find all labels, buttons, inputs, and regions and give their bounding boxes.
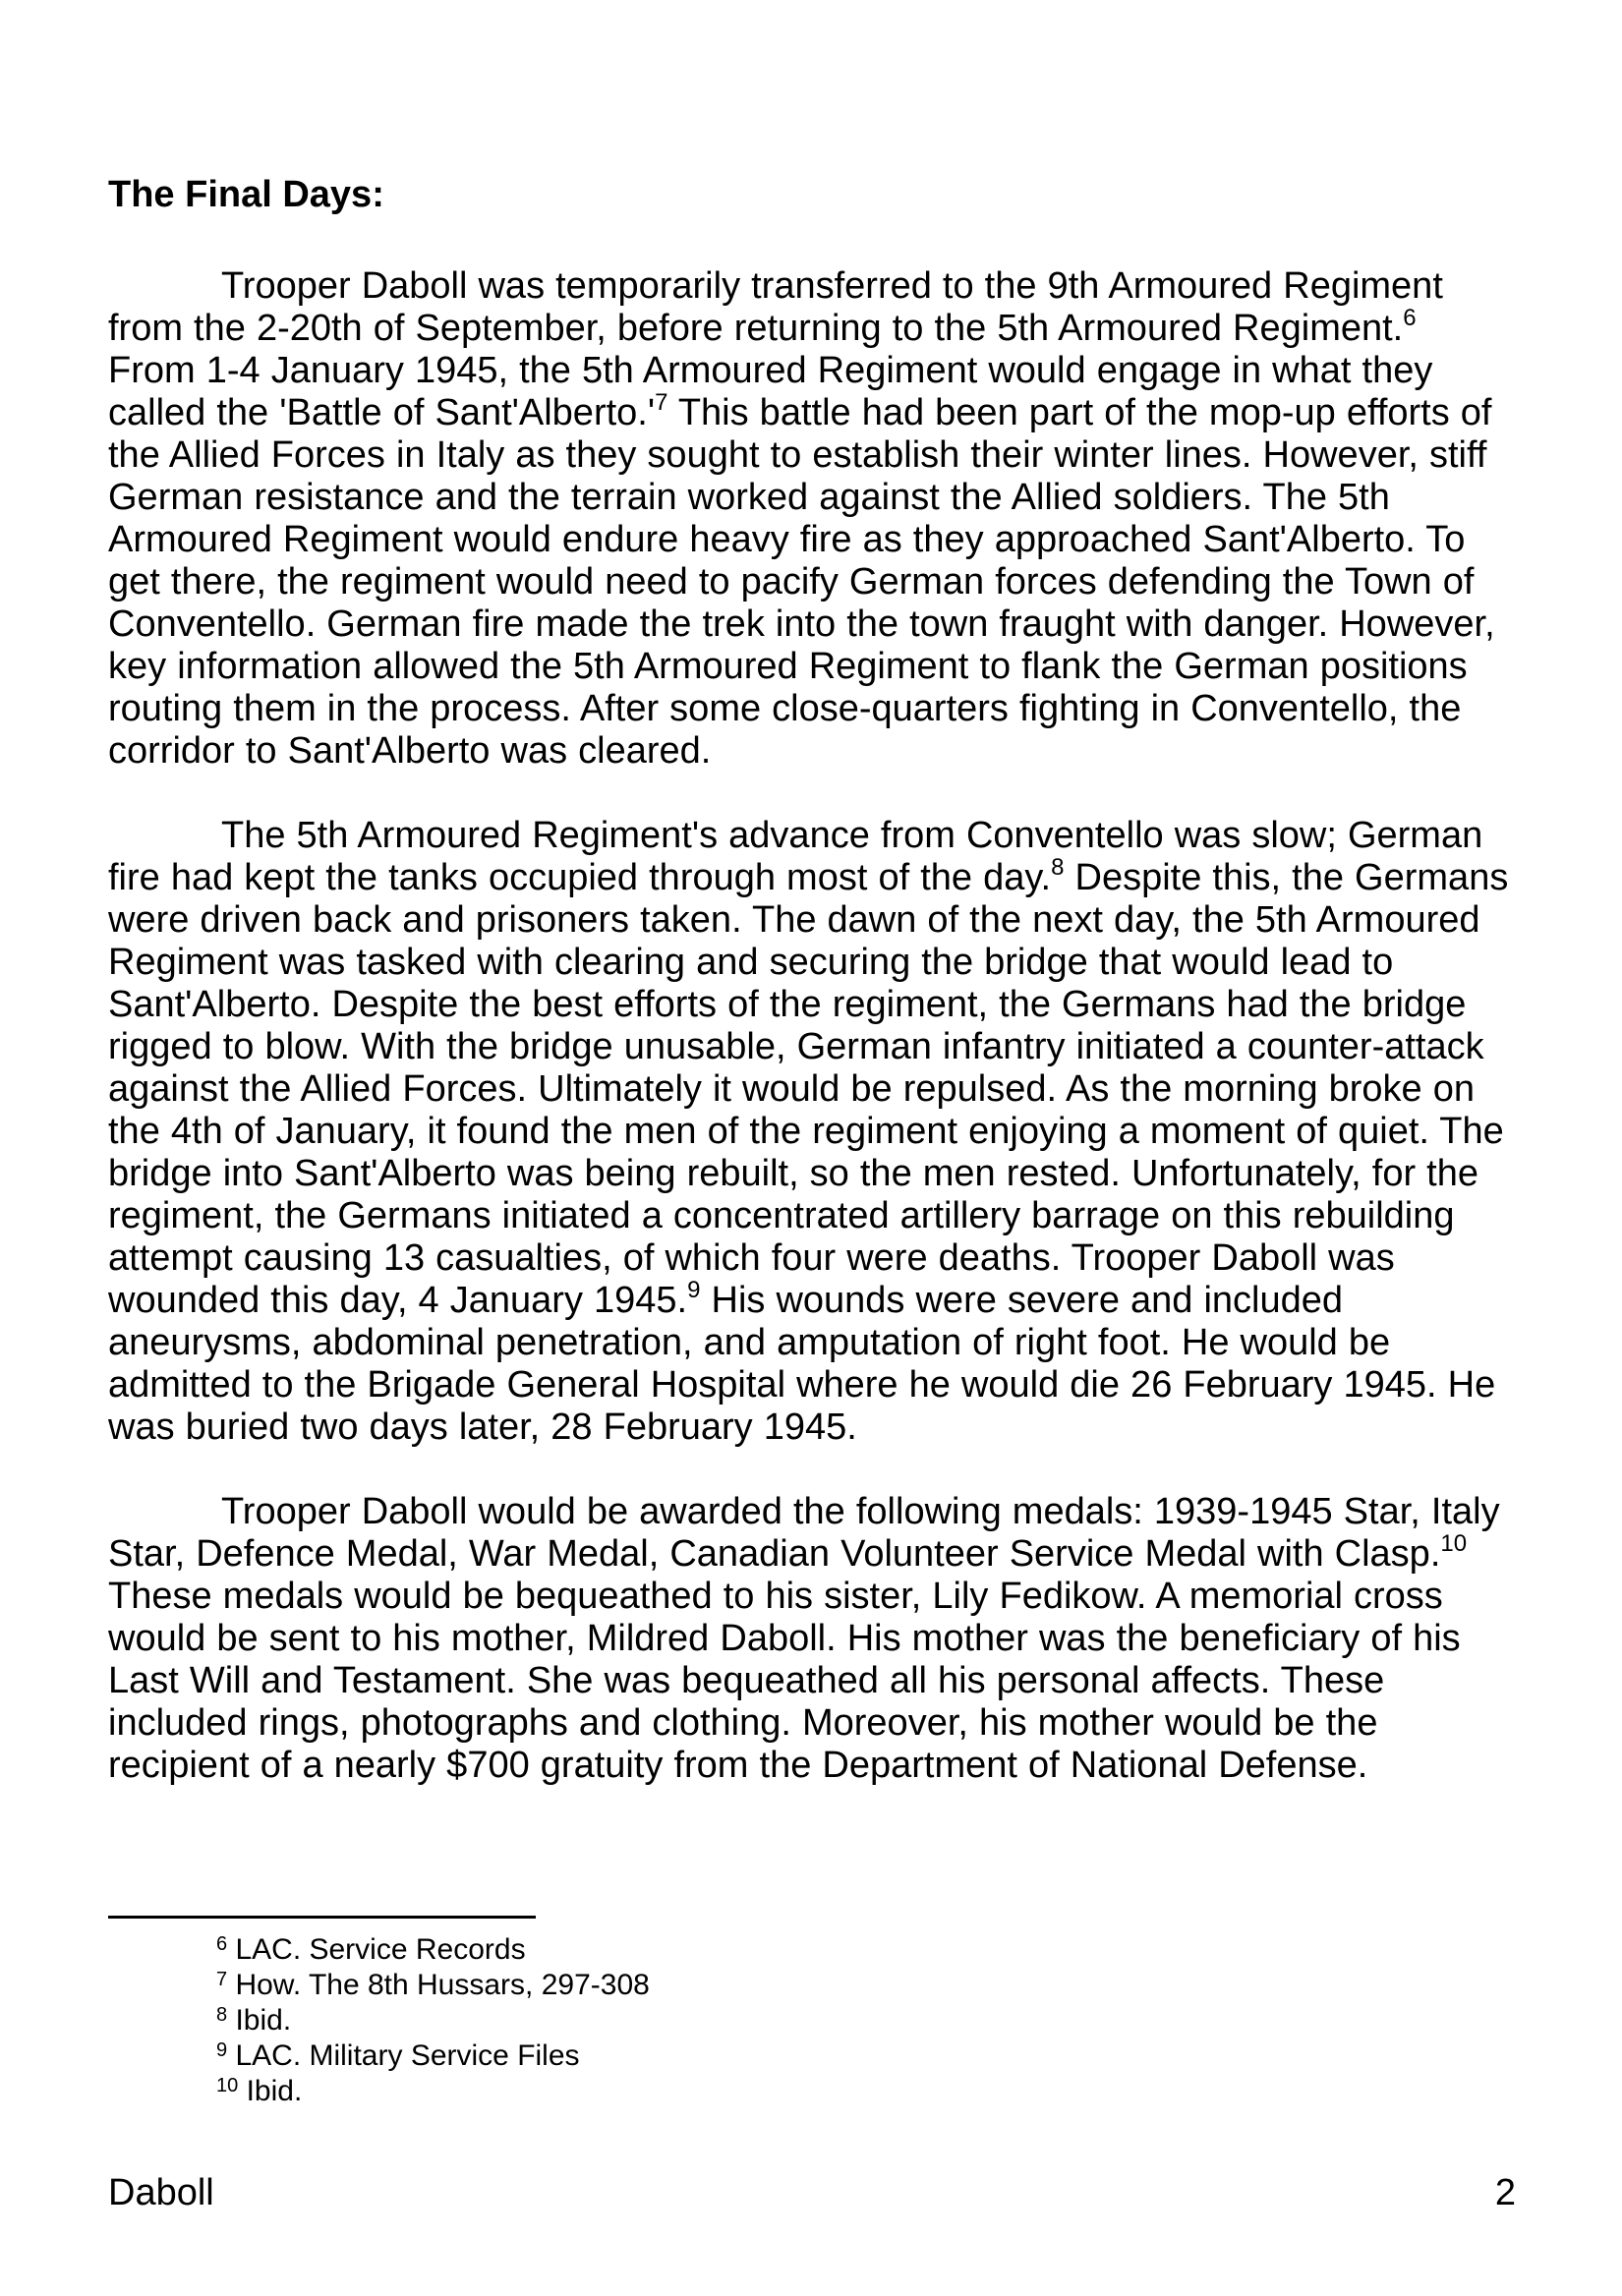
body-paragraph: Trooper Daboll was temporarily transferred to the 9th Armoured Regiment from the 2-20th of September, before returning to the 5th Armoured Regiment.$^6$ From 1-4 January 1945, the 5th Armoured Regiment would engage in what they called the 'Battle of Sant'Alberto.'$^7$ This battle had been part of the mop-up efforts of the Allied Forces in Italy as they sought to establish their winter lines. However, stiff German resistance and the terrain worked against the Allied soldiers. The 5th Armoured Regiment would endure heavy fire as they approached Sant'Alberto. To get there, the regiment would need to pacify German forces defending the Town of Conventello. German fire made the trek into the town fraught with danger. However, key information allowed the 5th Armoured Regiment to flank the German positions routing them in the process. After some close-quarters fighting in Conventello, the corridor to Sant'Alberto was cleared. <box>108 265 1506 772</box>
footnote-item: $^{10}$ Ibid. <box>216 2075 303 2107</box>
footnote-separator-line <box>108 1916 536 1919</box>
footnotes-section <box>108 1916 1516 2109</box>
footnote-item: $^8$ Ibid. <box>216 2004 292 2037</box>
footnote-item: $^7$ How. The 8th Hussars, 297-308 <box>216 1969 650 2001</box>
footnote-number: 6 <box>216 1933 228 1955</box>
footer-document-title: Daboll <box>108 2172 214 2213</box>
footnotes-list <box>108 1932 1516 2109</box>
footnote-reference: 8 <box>1051 854 1065 881</box>
footnote-reference: 7 <box>655 389 668 416</box>
page-footer <box>108 2172 1516 2214</box>
footnote-number: 9 <box>216 2039 228 2061</box>
footnote-number: 10 <box>216 2075 239 2096</box>
footnote-number: 8 <box>216 2004 228 2026</box>
footnote-reference: 10 <box>1440 1530 1468 1557</box>
document-body <box>108 173 1520 1829</box>
body-paragraph: The 5th Armoured Regiment's advance from Conventello was slow; German fire had kept the tanks occupied through most of the day.$^8$ Despite this, the Germans were driven back and prisoners taken. The dawn of the next day, the 5th Armoured Regiment was tasked with clearing and securing the bridge that would lead to Sant'Alberto. Despite the best efforts of the regiment, the Germans had the bridge rigged to blow. With the bridge unusable, German infantry initiated a counter-attack against the Allied Forces. Ultimately it would be repulsed. As the morning broke on the 4th of January, it found the men of the regiment enjoying a moment of quiet. The bridge into Sant'Alberto was being rebuilt, so the men rested. Unfortunately, for the regiment, the Germans initiated a concentrated artillery barrage on this rebuilding attempt causing 13 casualties, of which four were deaths. Trooper Daboll was wounded this day, 4 January 1945.$^9$ His wounds were severe and included aneurysms, abdominal penetration, and amputation of right foot. He would be admitted to the Brigade General Hospital where he would die 26 February 1945. He was buried two days later, 28 February 1945. <box>108 815 1520 1448</box>
footnote-item: $^6$ LAC. Service Records <box>216 1933 526 1966</box>
footnote-reference: 6 <box>1403 305 1417 331</box>
footer-page-number: 2 <box>1494 2172 1516 2213</box>
paragraphs-container <box>108 265 1520 1787</box>
body-paragraph: Trooper Daboll would be awarded the following medals: 1939-1945 Star, Italy Star, Defence Medal, War Medal, Canadian Volunteer Service Medal with Clasp.$^{10}$ These medals would be bequeathed to his sister, Lily Fedikow. A memorial cross would be sent to his mother, Mildred Daboll. His mother was the beneficiary of his Last Will and Testament. She was bequeathed all his personal affects. These included rings, photographs and clothing. Moreover, his mother would be the recipient of a nearly $700 gratuity from the Department of National Defense. <box>108 1491 1511 1786</box>
footnote-item: $^9$ LAC. Military Service Files <box>216 2039 580 2072</box>
footnote-reference: 9 <box>687 1277 701 1303</box>
section-heading: The Final Days: <box>108 174 384 215</box>
footnote-number: 7 <box>216 1969 228 1990</box>
